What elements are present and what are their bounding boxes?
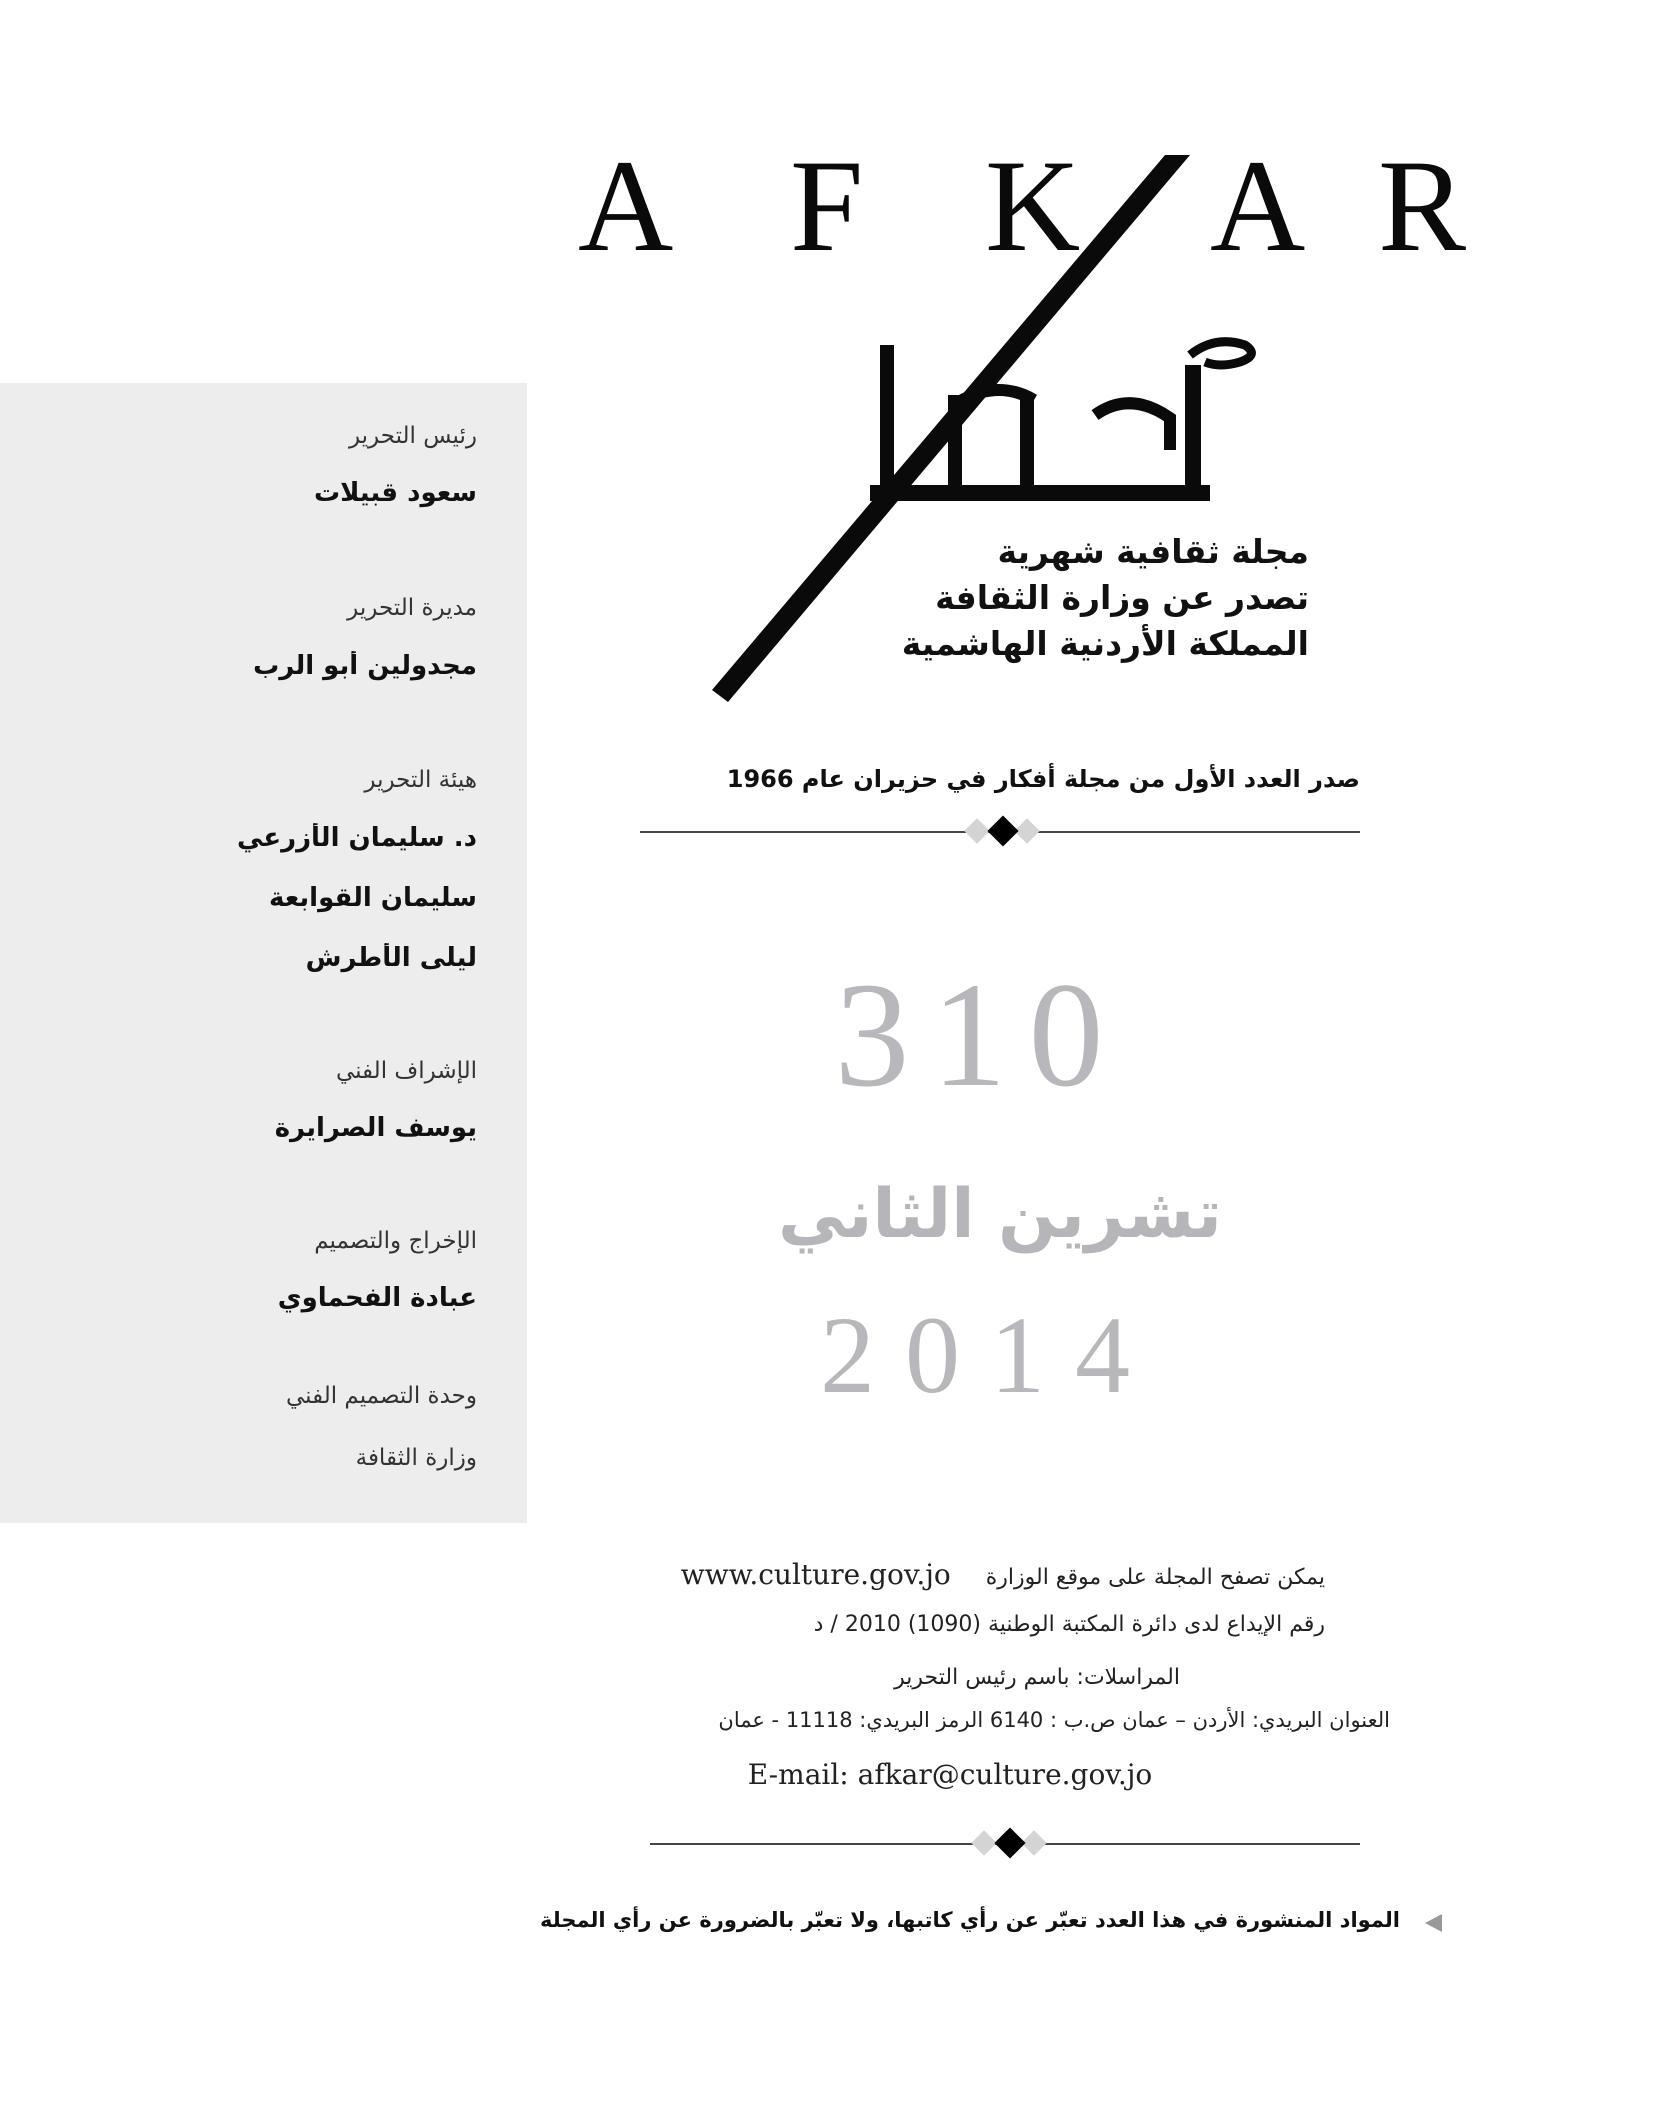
divider2-diamond-left	[971, 1830, 996, 1855]
tagline-line-2: تصدر عن وزارة الثقافة	[935, 578, 1309, 617]
art-director-role: الإشراف الفني	[335, 1058, 477, 1084]
design-unit: وحدة التصميم الفني	[285, 1383, 477, 1409]
issue-year: 2014	[820, 1294, 1160, 1416]
website-label: يمكن تصفح المجلة على موقع الوزارة	[985, 1565, 1325, 1590]
board-member-1: د. سليمان الأزرعي	[237, 823, 477, 853]
postal-address: العنوان البريدي: الأردن – عمان ص.ب : 6140 الرمز البريدي: 11118 - عمان	[718, 1708, 1390, 1732]
masthead-letter-r: R	[1378, 132, 1467, 279]
editorial-board-role: هيئة التحرير	[364, 767, 477, 793]
website-url[interactable]: www.culture.gov.jo	[680, 1558, 951, 1591]
managing-editor-role: مديرة التحرير	[347, 595, 477, 621]
board-member-2: سليمان القوابعة	[268, 883, 477, 913]
divider-diamond-center	[987, 815, 1018, 846]
tagline-line-3: المملكة الأردنية الهاشمية	[901, 624, 1309, 663]
divider2-diamond-center	[994, 1827, 1025, 1858]
issue-month: تشرين الثاني	[778, 1175, 1222, 1254]
disclaimer-text: المواد المنشورة في هذا العدد تعبّر عن رأي كاتبها، ولا تعبّر بالضرورة عن رأي المجلة	[540, 1908, 1400, 1932]
masthead-letter-f: F	[790, 132, 864, 279]
email-address[interactable]: E-mail: afkar@culture.gov.jo	[747, 1758, 1153, 1791]
deposit-line: رقم الإيداع لدى دائرة المكتبة الوطنية (1090) 2010 / د	[813, 1612, 1325, 1637]
layout-name: عبادة الفحماوي	[277, 1283, 477, 1313]
tagline-line-1: مجلة ثقافية شهرية	[997, 532, 1309, 571]
issue-number: 310	[834, 952, 1126, 1118]
board-member-3: ليلى الأطرش	[305, 943, 477, 973]
editor-in-chief-role: رئيس التحرير	[348, 423, 477, 449]
correspondence-line: المراسلات: باسم رئيس التحرير	[894, 1665, 1180, 1690]
ministry-name: وزارة الثقافة	[355, 1445, 477, 1471]
managing-editor-name: مجدولين أبو الرب	[253, 651, 477, 681]
triangle-bullet-icon	[1422, 1912, 1444, 1934]
masthead-letter-a: A	[578, 132, 674, 279]
credits-panel	[0, 383, 527, 1523]
masthead-letter-a2: A	[1210, 132, 1306, 279]
art-director-name: يوسف الصرايرة	[274, 1113, 477, 1143]
masthead-letter-k: K	[985, 132, 1081, 279]
divider-diamond-left	[964, 818, 989, 843]
layout-role: الإخراج والتصميم	[314, 1228, 477, 1254]
website-line	[600, 1558, 1325, 1591]
editor-in-chief-name: سعود قبيلات	[313, 478, 477, 508]
first-issue-note: صدر العدد الأول من مجلة أفكار في حزيران عام 1966	[726, 765, 1360, 793]
